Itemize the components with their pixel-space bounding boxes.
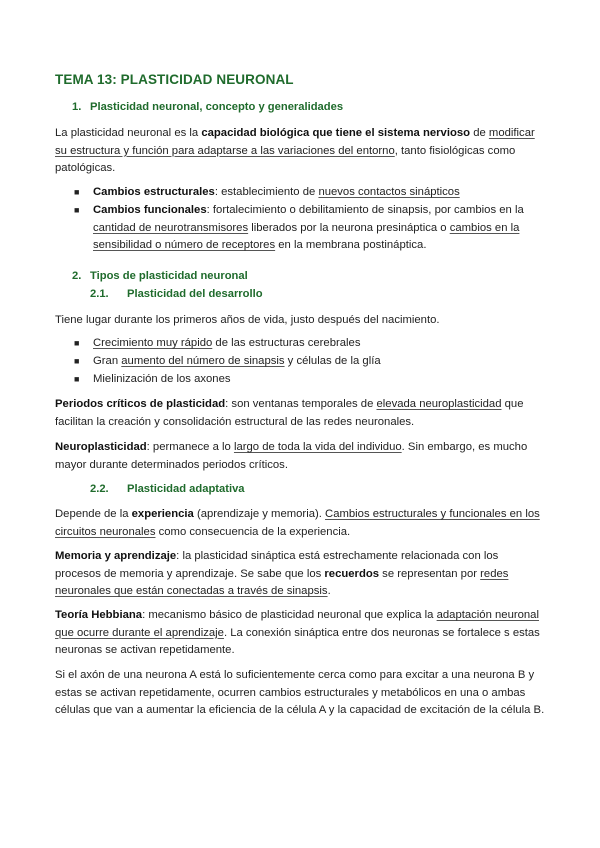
bold-text: Cambios estructurales [93, 186, 215, 198]
section-2-1-number: 2.1. [90, 288, 109, 300]
bullet-square-icon: ■ [74, 205, 80, 215]
underlined-text: adaptación neuronal que ocurre durante el aprendizaje [55, 609, 539, 639]
text-run: : permanece a lo [146, 441, 234, 453]
underlined-text: elevada neuroplasticidad [376, 398, 502, 410]
bullet-myelination [74, 371, 548, 389]
underlined-text: cambios en la sensibilidad o número de receptores [93, 221, 520, 251]
bold-text: capacidad biológica que tiene el sistema nervioso [201, 127, 471, 139]
section-2-number: 2. [72, 270, 82, 282]
bullet-synapse-increase [74, 353, 548, 371]
bullet-square-icon: ■ [74, 187, 80, 197]
text-run: : mecanismo básico de plasticidad neuronal que explica la [142, 609, 437, 621]
bold-text: experiencia [131, 508, 194, 520]
text-run: La plasticidad neuronal es la [55, 127, 202, 139]
bullet-functional-changes [74, 202, 548, 255]
text-run: en la membrana postináptica. [275, 239, 427, 251]
underlined-text: largo de toda la vida del individuo [233, 441, 402, 453]
bold-text: Cambios funcionales [93, 204, 207, 216]
section-2-1-heading [90, 288, 263, 300]
text-run: . La conexión sináptica entre dos neuronas se fortalece s estas neuronas se activan repetidamente. [55, 626, 540, 656]
section-1-title: Plasticidad neuronal, concepto y generalidades [90, 101, 344, 113]
section-2-2-number: 2.2. [90, 483, 109, 495]
bullet-square-icon: ■ [74, 338, 80, 348]
text-run: liberados por la neurona presináptica o [248, 221, 450, 234]
text-run: , tanto fisiológicas como patológicas. [55, 144, 516, 174]
bullet-square-icon: ■ [74, 374, 80, 384]
paragraph-definition [55, 125, 545, 178]
section-2-title: Tipos de plasticidad neuronal [90, 270, 248, 282]
section-2-1-title: Plasticidad del desarrollo [127, 288, 263, 300]
text-run: se representan por [379, 567, 481, 580]
section-1-heading [72, 101, 343, 113]
paragraph-experience [55, 506, 545, 541]
paragraph-hebbian-example: Si el axón de una neurona A está lo suficientemente cerca como para excitar a una neurona B y estas se activan repetidamente, ocurren cambios estructurales y metabólicos en una o ambas células que van a aumentar la eficiencia de la célula A y la capacidad de excitación de la célula B. [55, 669, 545, 716]
bold-text: Neuroplasticidad [55, 441, 147, 453]
text-run: : establecimiento de [214, 186, 319, 198]
text-run: y células de la glía [284, 355, 381, 367]
paragraph-neuroplasticity [55, 439, 545, 474]
text-run: (aprendizaje y memoria). [193, 508, 326, 520]
bullet-fast-growth [74, 335, 548, 353]
underlined-text: redes neuronales que están conectadas a través de sinapsis [55, 567, 509, 597]
section-2-heading [72, 270, 248, 282]
paragraph-memory-learning [55, 548, 545, 601]
bullet-structural-changes [74, 184, 548, 202]
text-run: : son ventanas temporales de [225, 398, 377, 410]
text-run: como consecuencia de la experiencia. [155, 525, 351, 538]
section-1-number: 1. [72, 101, 82, 113]
bold-text: Teoría Hebbiana [55, 609, 143, 621]
text-run: de las estructuras cerebrales [212, 337, 361, 349]
text-run: Mielinización de los axones [93, 373, 231, 385]
underlined-text: Cambios estructurales y funcionales en los circuitos neuronales [55, 508, 540, 538]
section-2-2-title: Plasticidad adaptativa [127, 483, 245, 495]
bold-text: recuerdos [324, 567, 380, 580]
underlined-text: modificar su estructura y función para adaptarse a las variaciones del entorno [55, 127, 535, 157]
text-run: . [327, 585, 331, 597]
text-run: : la plasticidad sináptica está estrechamente relacionada con los procesos de memoria y aprendizaje. Se sabe que los [55, 550, 499, 580]
paragraph-development: Tiene lugar durante los primeros años de vida, justo después del nacimiento. [55, 314, 440, 326]
text-run: Gran [93, 355, 122, 367]
text-run: . Sin embargo, es mucho mayor durante determinados periodos críticos. [55, 441, 528, 471]
bold-text: Periodos críticos de plasticidad [55, 398, 226, 410]
paragraph-hebbian-theory [55, 607, 545, 660]
section-2-2-heading [90, 483, 245, 495]
paragraph-critical-periods [55, 396, 545, 431]
underlined-text: aumento del número de sinapsis [121, 355, 285, 367]
bold-text: Memoria y aprendizaje [55, 550, 177, 562]
underlined-text: Crecimiento muy rápido [93, 337, 213, 349]
text-run: Depende de la [55, 508, 132, 520]
document-title: TEMA 13: PLASTICIDAD NEURONAL [55, 72, 294, 87]
text-run: que facilitan la creación y consolidación estructural de las redes neuronales. [55, 398, 524, 428]
text-run: : fortalecimiento o debilitamiento de sinapsis, por cambios en la [206, 204, 524, 216]
underlined-text: cantidad de neurotransmisores [93, 221, 249, 234]
underlined-text: nuevos contactos sinápticos [318, 186, 460, 198]
bullet-square-icon: ■ [74, 356, 80, 366]
text-run: de [470, 127, 489, 139]
